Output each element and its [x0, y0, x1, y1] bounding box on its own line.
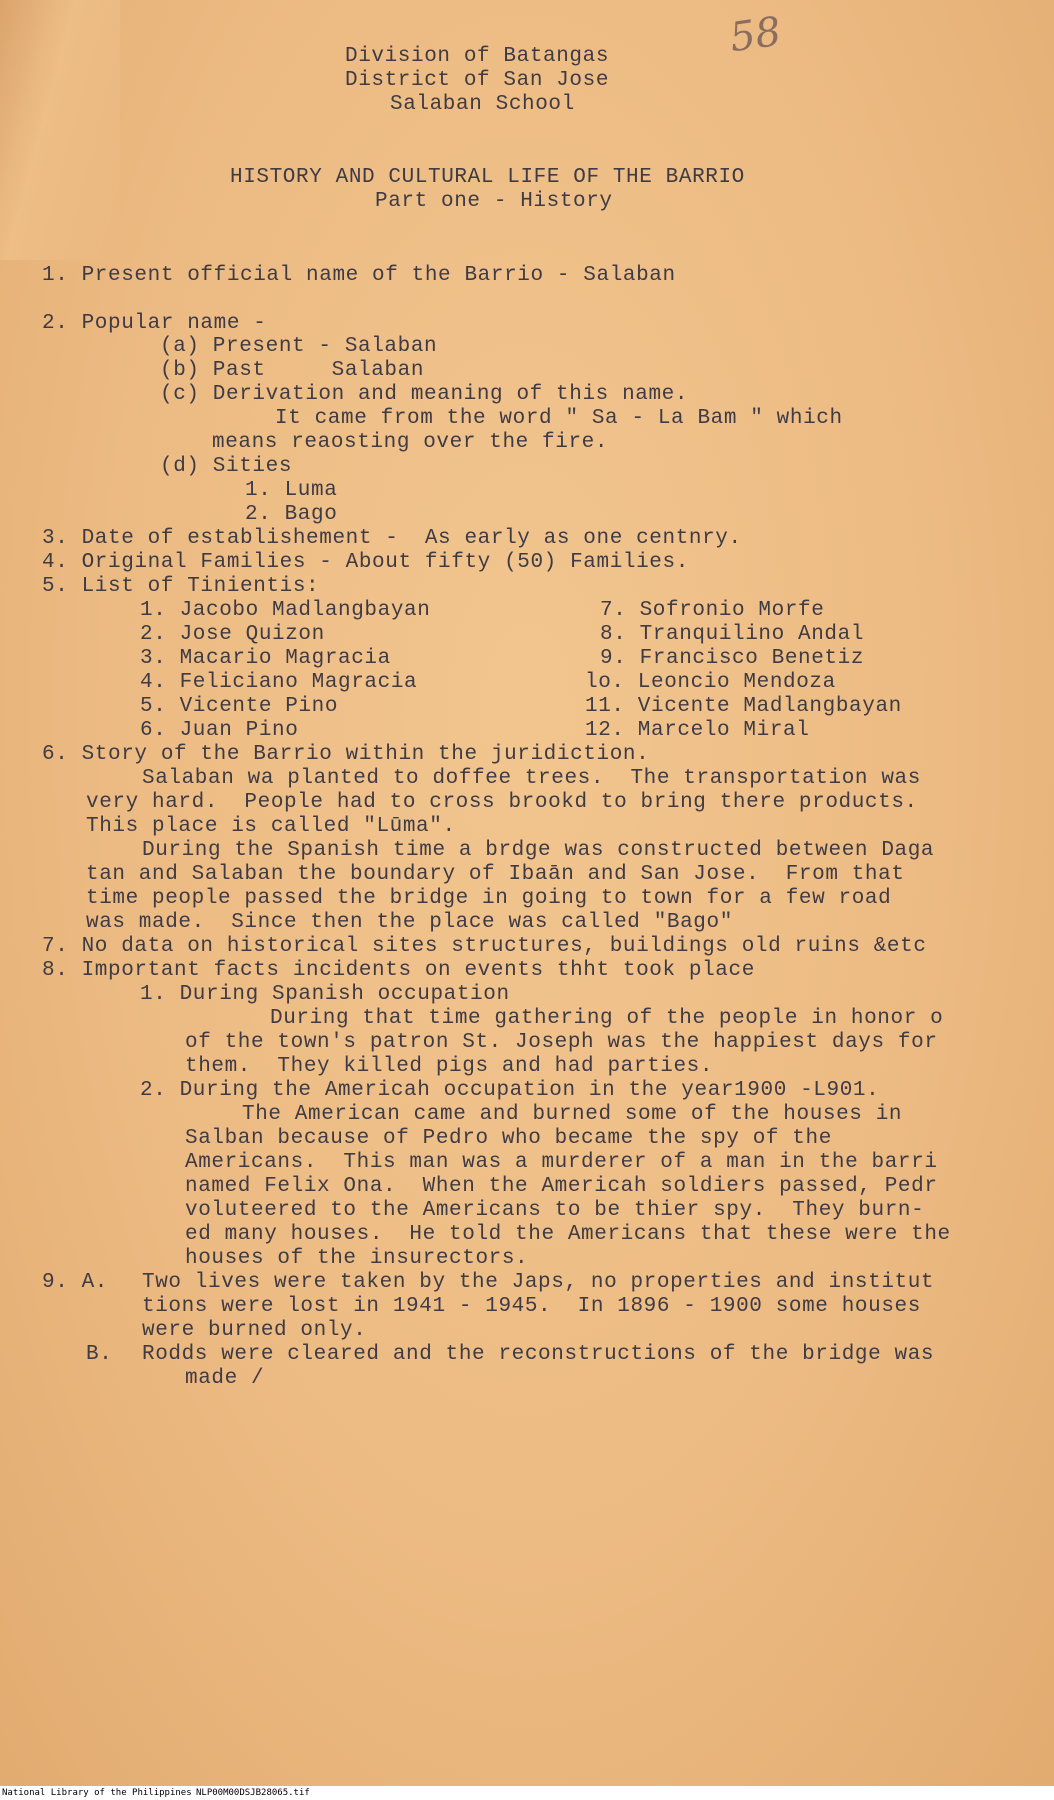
item-8-2-line1: The American came and burned some of the houses in — [242, 1103, 903, 1126]
item-8-head: 8. Important facts incidents on events thht took place — [42, 959, 755, 982]
item-2c: (c) Derivation and meaning of this name. — [160, 383, 689, 406]
item-8-2-line6: ed many houses. He told the Americans that these were the — [185, 1223, 951, 1246]
item-9b-line2: made / — [185, 1367, 265, 1390]
tiniente-right-12: 12. Marcelo Miral — [585, 719, 810, 742]
item-6-p2-line3: time people passed the bridge in going to town for a few road — [86, 887, 892, 910]
handwritten-page-number: 58 — [727, 8, 784, 62]
item-9a-label: 9. A. — [42, 1271, 109, 1294]
item-2b: (b) Past Salaban — [160, 359, 425, 382]
item-8-2-line2: Salban because of Pedro who became the spy of the — [185, 1127, 832, 1150]
item-8-1-line3: them. They killed pigs and had parties. — [185, 1055, 714, 1078]
item-6-head: 6. Story of the Barrio within the juridiction. — [42, 743, 650, 766]
tiniente-left-2: 2. Jose Quizon — [140, 623, 325, 646]
item-8-2-line5: voluteered to the Americans to be thier spy. They burn- — [185, 1199, 925, 1222]
item-6-p2-line2: tan and Salaban the boundary of Ibaān and San Jose. From that — [86, 863, 905, 886]
tiniente-right-7: 7. Sofronio Morfe — [600, 599, 825, 622]
document-subtitle: Part one - History — [375, 190, 613, 213]
item-8-2-line4: named Felix Ona. When the Americah soldiers passed, Pedr — [185, 1175, 938, 1198]
item-8-1-line1: During that time gathering of the people in honor o — [270, 1007, 944, 1030]
item-2-head: 2. Popular name - — [42, 312, 267, 335]
item-2c-line3: means reaosting over the fire. — [212, 431, 609, 454]
item-9a-line2: tions were lost in 1941 - 1945. In 1896 - 1900 some houses — [142, 1295, 921, 1318]
item-4: 4. Original Families - About fifty (50) Families. — [42, 551, 689, 574]
item-9a-line1: Two lives were taken by the Japs, no properties and institut — [142, 1271, 935, 1294]
item-6-p1-line1: Salaban wa planted to doffee trees. The transportation was — [142, 767, 921, 790]
item-9b-label: B. — [86, 1343, 113, 1366]
tiniente-left-4: 4. Feliciano Magracia — [140, 671, 418, 694]
item-2d-2: 2. Bago — [245, 503, 338, 526]
document-title: HISTORY AND CULTURAL LIFE OF THE BARRIO — [230, 166, 745, 189]
tiniente-left-5: 5. Vicente Pino — [140, 695, 339, 718]
item-9a-line3: were burned only. — [142, 1319, 367, 1342]
item-8-2-head: 2. During the Americah occupation in the year1900 -L901. — [140, 1079, 880, 1102]
item-8-1-line2: of the town's patron St. Joseph was the happiest days for — [185, 1031, 938, 1054]
tiniente-left-1: 1. Jacobo Madlangbayan — [140, 599, 431, 622]
item-8-2-line3: Americans. This man was a murderer of a man in the barri — [185, 1151, 938, 1174]
tiniente-right-9: 9. Francisco Benetiz — [600, 647, 865, 670]
item-6-p1-line2: very hard. People had to cross brookd to bring there products. — [86, 791, 918, 814]
item-8-1-head: 1. During Spanish occupation — [140, 983, 510, 1006]
item-2d-1: 1. Luma — [245, 479, 338, 502]
item-6-p2-line1: During the Spanish time a brdge was constructed between Daga — [142, 839, 935, 862]
header-division: Division of Batangas — [345, 45, 610, 68]
item-5-head: 5. List of Tinientis: — [42, 575, 320, 598]
tiniente-right-10: lo. Leoncio Mendoza — [585, 671, 836, 694]
tiniente-right-8: 8. Tranquilino Andal — [600, 623, 865, 646]
footer-filename: NLP00M00DSJB28065.tif — [196, 1788, 310, 1798]
item-2d: (d) Sities — [160, 455, 293, 478]
item-2a: (a) Present - Salaban — [160, 335, 438, 358]
tiniente-left-6: 6. Juan Pino — [140, 719, 299, 742]
tiniente-right-11: 11. Vicente Madlangbayan — [585, 695, 902, 718]
item-1: 1. Present official name of the Barrio - Salaban — [42, 264, 676, 287]
paper-fold — [0, 0, 120, 260]
item-3: 3. Date of establishement - As early as one centnry. — [42, 527, 742, 550]
item-6-p1-line3: This place is called "Lūma". — [86, 815, 456, 838]
tiniente-left-3: 3. Macario Magracia — [140, 647, 391, 670]
archive-footer — [0, 1786, 1054, 1800]
item-2c-line2: It came from the word " Sa - La Bam " which — [275, 407, 843, 430]
footer-library: National Library of the Philippines — [2, 1788, 192, 1798]
item-8-2-line7: houses of the insurectors. — [185, 1247, 529, 1270]
item-7: 7. No data on historical sites structures, buildings old ruins &etc — [42, 935, 927, 958]
item-6-p2-line4: was made. Since then the place was called "Bago" — [86, 911, 733, 934]
header-school: Salaban School — [390, 93, 575, 116]
header-district: District of San Jose — [345, 69, 610, 92]
item-9b-line1: Rodds were cleared and the reconstructions of the bridge was — [142, 1343, 935, 1366]
